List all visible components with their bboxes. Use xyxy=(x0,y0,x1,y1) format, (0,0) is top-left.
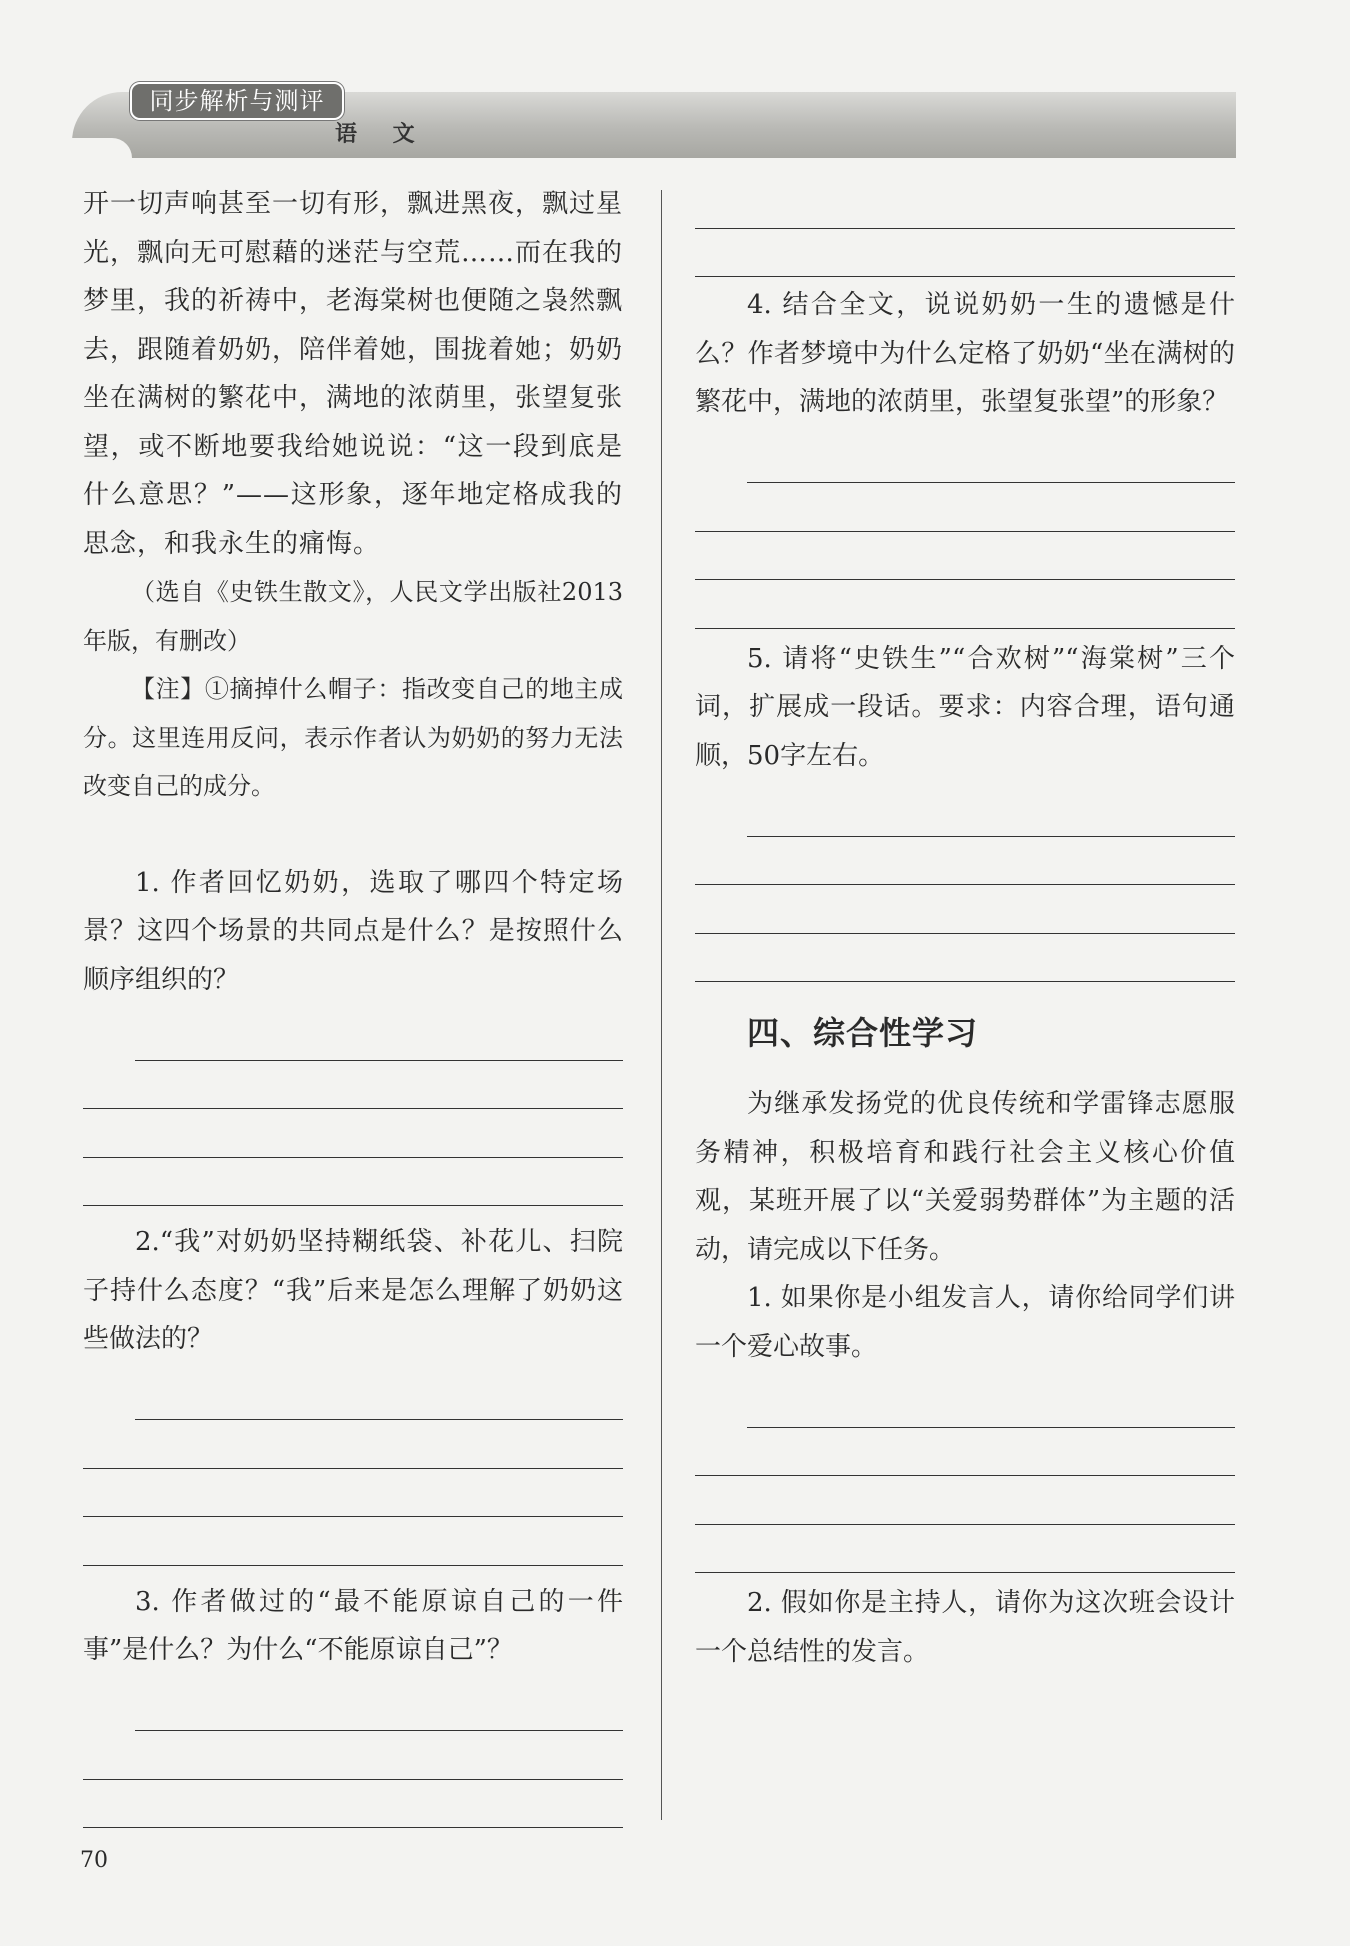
answer-line[interactable] xyxy=(747,788,1235,837)
answer-line[interactable] xyxy=(747,435,1235,484)
answer-lines-q3[interactable] xyxy=(83,1683,623,1829)
passage-note: 【注】①摘掉什么帽子：指改变自己的地主成分。这里连用反问，表示作者认为奶奶的努力无法改变自己的成分。 xyxy=(83,675,623,800)
page-number: 70 xyxy=(80,1848,108,1873)
activity-intro: 为继承发扬党的优良传统和学雷锋志愿服务精神，积极培育和践行社会主义核心价值观，某班开展了以“关爱弱势群体”为主题的活动，请完成以下任务。 xyxy=(695,1089,1235,1265)
answer-lines-q5[interactable] xyxy=(695,788,1235,982)
question-5: 5. 请将“史铁生”“合欢树”“海棠树”三个词，扩展成一段话。要求：内容合理，语句通顺，50字左右。 xyxy=(695,643,1235,771)
answer-lines-q3-continued[interactable] xyxy=(695,180,1235,277)
answer-line[interactable] xyxy=(695,229,1235,278)
answer-line[interactable] xyxy=(83,1061,623,1110)
answer-line[interactable] xyxy=(695,1476,1235,1525)
task-2: 2. 假如你是主持人，请你为这次班会设计一个总结性的发言。 xyxy=(695,1588,1235,1667)
answer-lines-q2[interactable] xyxy=(83,1372,623,1566)
answer-line[interactable] xyxy=(695,885,1235,934)
question-1: 1. 作者回忆奶奶，选取了哪四个特定场景？这四个场景的共同点是什么？是按照什么顺序组织的？ xyxy=(83,867,623,995)
answer-line[interactable] xyxy=(747,1379,1235,1428)
passage-source: （选自《史铁生散文》，人民文学出版社2013年版，有删改） xyxy=(83,578,623,655)
answer-line[interactable] xyxy=(83,1469,623,1518)
answer-line[interactable] xyxy=(695,180,1235,229)
answer-line[interactable] xyxy=(83,1420,623,1469)
answer-line[interactable] xyxy=(135,1372,623,1421)
answer-line[interactable] xyxy=(695,1525,1235,1574)
answer-line[interactable] xyxy=(695,837,1235,886)
answer-line[interactable] xyxy=(83,1731,623,1780)
answer-line[interactable] xyxy=(83,1109,623,1158)
answer-lines-task1[interactable] xyxy=(695,1379,1235,1573)
left-column xyxy=(83,180,623,1828)
answer-lines-q4[interactable] xyxy=(695,435,1235,629)
task-1: 1. 如果你是小组发言人，请你给同学们讲一个爱心故事。 xyxy=(695,1283,1235,1362)
answer-line[interactable] xyxy=(135,1012,623,1061)
answer-line[interactable] xyxy=(695,1428,1235,1477)
answer-lines-q1[interactable] xyxy=(83,1012,623,1206)
section-heading: 四、综合性学习 xyxy=(747,1014,979,1052)
question-2: 2.“我”对奶奶坚持糊纸袋、补花儿、扫院子持什么态度？“我”后来是怎么理解了奶奶这些做法的？ xyxy=(83,1227,623,1354)
answer-line[interactable] xyxy=(83,1158,623,1207)
answer-line[interactable] xyxy=(83,1517,623,1566)
answer-line[interactable] xyxy=(695,532,1235,581)
series-title: 同步解析与测评 xyxy=(130,82,344,120)
answer-line[interactable] xyxy=(695,483,1235,532)
column-divider xyxy=(661,190,662,1820)
answer-line[interactable] xyxy=(695,580,1235,629)
right-column xyxy=(695,180,1235,1676)
answer-line[interactable] xyxy=(135,1683,623,1732)
subject-label: 语 文 xyxy=(335,122,429,147)
question-4: 4. 结合全文，说说奶奶一生的遗憾是什么？作者梦境中为什么定格了奶奶“坐在满树的繁花中，满地的浓荫里，张望复张望”的形象？ xyxy=(695,290,1235,417)
reading-passage: 开一切声响甚至一切有形，飘进黑夜，飘过星光，飘向无可慰藉的迷茫与空荒……而在我的梦里，我的祈祷中，老海棠树也便随之袅然飘去，跟随着奶奶，陪伴着她，围拢着她；奶奶坐在满树的繁花中，满地的浓荫里，张望复张望，或不断地要我给她说说：“这一段到底是什么意思？”——这形象，逐年地定格成我的思念，和我永生的痛悔。 xyxy=(83,189,624,559)
answer-line[interactable] xyxy=(695,934,1235,983)
question-3: 3. 作者做过的“最不能原谅自己的一件事”是什么？为什么“不能原谅自己”？ xyxy=(83,1586,623,1665)
answer-line[interactable] xyxy=(83,1780,623,1829)
